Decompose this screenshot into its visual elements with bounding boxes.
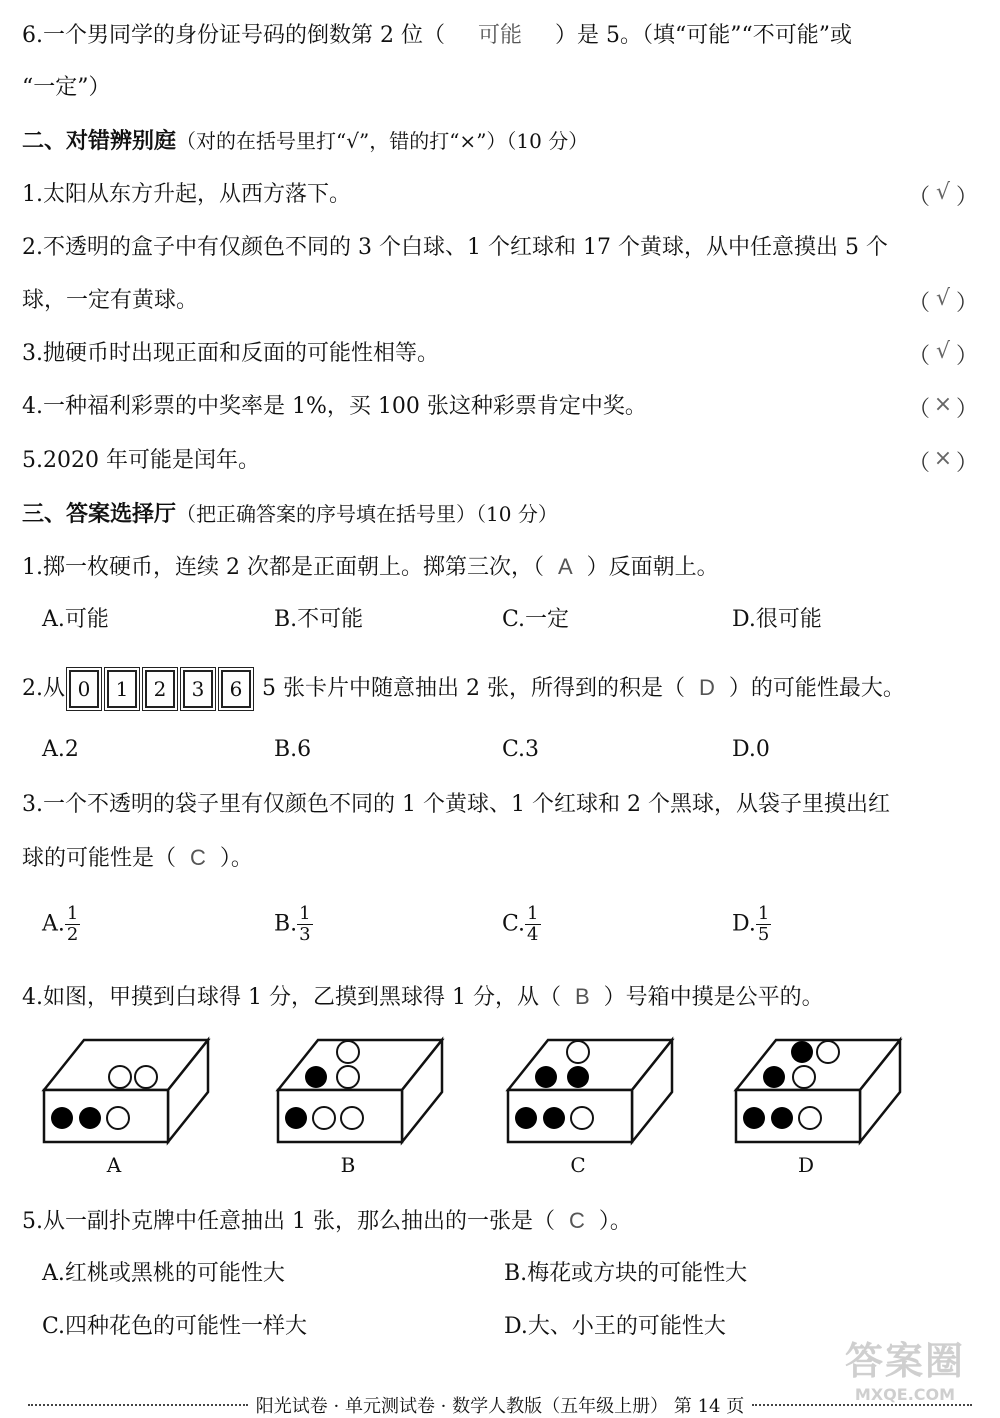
black-ball [771,1107,793,1129]
number-card: 6 [221,670,251,708]
check-icon: √ [935,286,951,311]
tf-mark-5: （ × ） [908,446,978,476]
number-card: 2 [145,670,175,708]
white-ball [567,1041,589,1063]
mc2-option-d: D.0 [732,737,770,762]
footer-divider [752,1404,972,1406]
number-card: 0 [69,670,99,708]
black-ball [743,1107,765,1129]
white-ball [793,1066,815,1088]
white-ball [337,1066,359,1088]
answer-mc-3: C [190,845,206,870]
check-icon: √ [935,339,951,364]
tf-item-5: 5.2020 年可能是闰年。 [22,448,260,473]
fraction: $\frac{1}{2}$ [66,903,79,945]
question-6-cont: “一定”） [22,75,111,100]
black-ball [51,1107,73,1129]
mc5-option-d: D.大、小王的可能性大 [504,1314,726,1339]
fraction: $\frac{1}{4}$ [527,903,539,945]
mc-question-3: 3.一个不透明的袋子里有仅颜色不同的 1 个黄球、1 个红球和 2 个黑球，从袋子里摸出红 [22,792,890,817]
check-icon: √ [935,180,951,205]
question-6: 6.一个男同学的身份证号码的倒数第 2 位（ 可能 ）是 5。（填“可能”“不可能”或 [22,22,852,48]
mc5-option-a: A.红桃或黑桃的可能性大 [42,1261,285,1286]
tf-item-2: 2.不透明的盒子中有仅颜色不同的 3 个白球、1 个红球和 17 个黄球，从中任意摸出 5 个 [22,235,888,260]
black-ball [791,1041,813,1063]
answer-mc-5: C [568,1208,585,1233]
mc-question-4: 4.如图，甲摸到白球得 1 分，乙摸到黑球得 1 分，从（ B ）号箱中摸是公平的。 [22,984,824,1010]
mc-question-1: 1.掷一枚硬币，连续 2 次都是正面朝上。掷第三次，（ A ）反面朝上。 [22,554,719,580]
white-ball [313,1107,335,1129]
fraction: $\frac{1}{5}$ [757,903,770,945]
white-ball [817,1041,839,1063]
page-footer [20,1392,980,1418]
box-label-d: D [797,1153,815,1177]
ball-boxes-figure [0,1030,1000,1150]
footer-divider [28,1404,248,1406]
box-d [736,1040,900,1142]
black-ball [305,1066,327,1088]
number-card: 1 [107,670,137,708]
mc1-option-c: C.一定 [502,607,570,632]
black-ball [763,1066,785,1088]
box-label-c: C [570,1153,586,1177]
number-card: 3 [183,670,213,708]
black-ball [79,1107,101,1129]
cross-icon: × [933,446,953,471]
section-3-title: 三、答案选择厅（把正确答案的序号填在括号里）（10 分） [22,501,558,527]
white-ball [109,1066,131,1088]
answer-mc-4: B [574,984,590,1009]
mc-question-2: 2.从 0 1 2 3 6 5 张卡片中随意抽出 2 张，所得到的积是（ D ）的可能性最大。 [22,668,980,709]
black-ball [543,1107,565,1129]
mc5-option-c: C.四种花色的可能性一样大 [42,1314,308,1339]
mc1-option-b: B.不可能 [274,607,364,632]
mc5-option-b: B.梅花或方块的可能性大 [504,1261,748,1286]
watermark-logo: 答案圈 MXQE.COM [844,1339,965,1404]
tf-mark-1: （ √ ） [908,180,978,210]
mc2-option-a: A.2 [42,737,79,762]
mc-question-3-cont: 球的可能性是（ C ）。 [22,845,253,871]
mc3-option-a: A. $\frac{1}{2}$ [42,903,79,945]
answer-mc-2: D [698,675,715,700]
answer-q6: 可能 [477,22,522,47]
footer-text: 阳光试卷 · 单元测试卷 · 数学人教版（五年级上册） 第 14 页 [255,1396,745,1417]
black-ball [535,1066,557,1088]
mc3-option-b: B. $\frac{1}{3}$ [274,903,311,945]
mc1-option-d: D.很可能 [732,607,822,632]
mc3-option-d: D. $\frac{1}{5}$ [732,903,770,945]
box-c [508,1040,672,1142]
white-ball [571,1107,593,1129]
tf-item-1: 1.太阳从东方升起，从西方落下。 [22,182,351,207]
white-ball [341,1107,363,1129]
mc3-option-c: C. $\frac{1}{4}$ [502,903,539,945]
answer-mc-1: A [557,554,573,579]
box-label-a: A [106,1153,122,1177]
white-ball [107,1107,129,1129]
tf-mark-4: （ × ） [908,392,978,422]
tf-mark-3: （ √ ） [908,339,978,369]
mc-question-5: 5.从一副扑克牌中任意抽出 1 张，那么抽出的一张是（ C ）。 [22,1208,632,1234]
mc2-option-b: B.6 [274,737,312,762]
tf-mark-2: （ √ ） [908,286,978,316]
white-ball [135,1066,157,1088]
black-ball [285,1107,307,1129]
black-ball [515,1107,537,1129]
tf-item-3: 3.抛硬币时出现正面和反面的可能性相等。 [22,341,439,366]
box-b [278,1040,442,1142]
black-ball [567,1066,589,1088]
box-label-b: B [340,1153,356,1177]
white-ball [799,1107,821,1129]
tf-item-4: 4.一种福利彩票的中奖率是 1%，买 100 张这种彩票肯定中奖。 [22,394,647,419]
tf-item-2-cont: 球，一定有黄球。 [22,288,199,313]
white-ball [337,1041,359,1063]
section-2-title: 二、对错辨别庭（对的在括号里打“√”，错的打“×”）（10 分） [22,128,589,154]
mc2-option-c: C.3 [502,737,540,762]
mc1-option-a: A.可能 [42,607,109,632]
fraction: $\frac{1}{3}$ [299,903,311,945]
cross-icon: × [933,392,953,417]
box-a [44,1040,208,1142]
